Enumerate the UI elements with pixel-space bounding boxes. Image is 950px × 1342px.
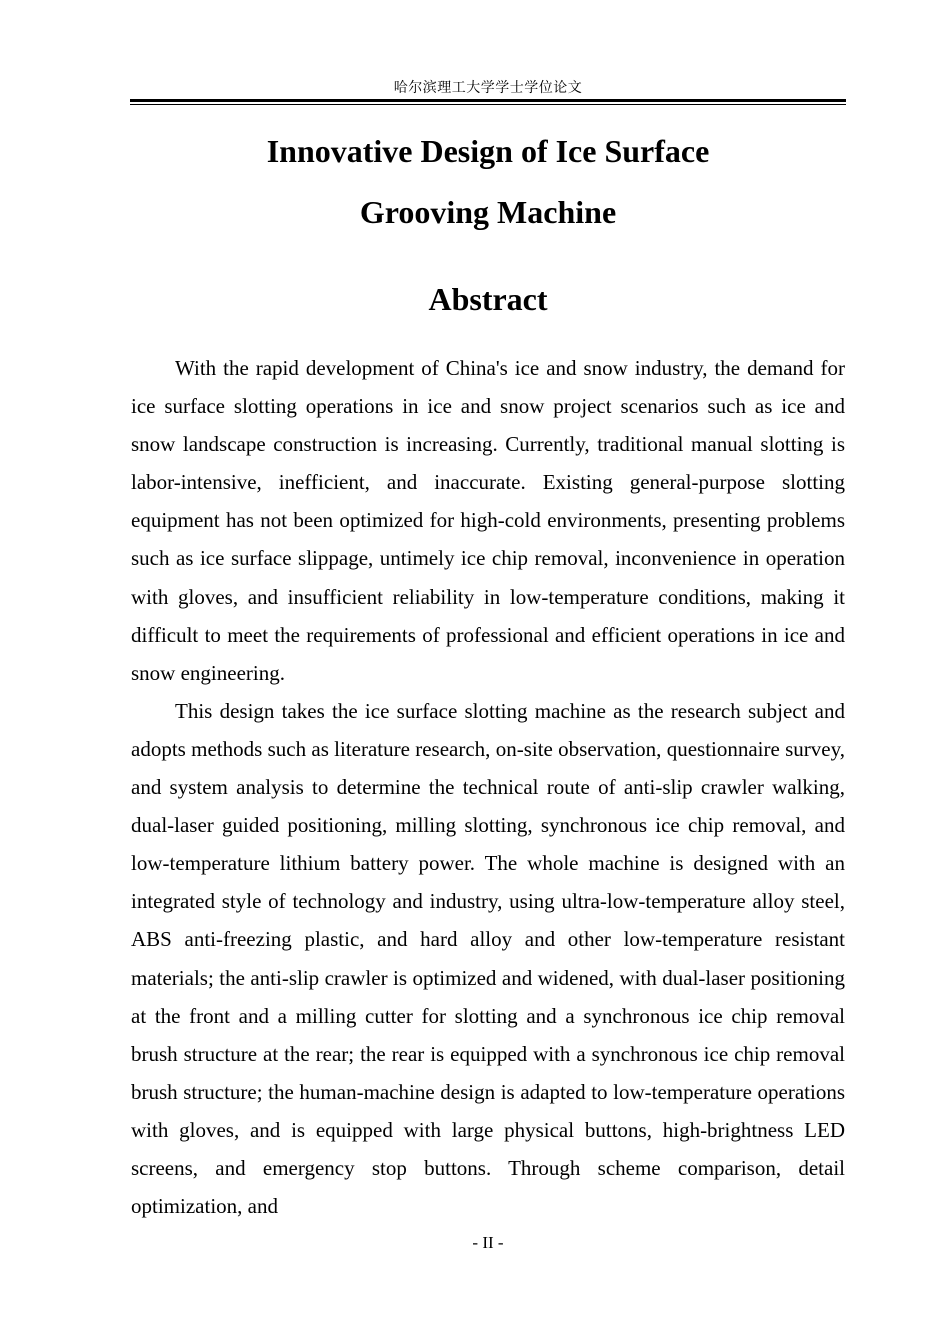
abstract-paragraph-1: With the rapid development of China's ice and snow industry, the demand for ice surface slotting operations in ice and snow project scenarios such as ice and snow landscape construction is increasing. Currently, traditional manual slotting is labor-intensive, inefficient, and inaccurate. Existing general-purpose slotting equipment has not been optimized for high-cold environments, presenting problems such as ice surface slippage, untimely ice chip removal, inconvenience in operation with gloves, and insufficient reliability in low-temperature conditions, making it difficult to meet the requirements of professional and efficient operations in ice and snow engineering. <box>131 356 845 685</box>
title-line-1: Innovative Design of Ice Surface <box>266 133 710 169</box>
abstract-heading: Abstract <box>428 281 548 317</box>
title-line-2: Grooving Machine <box>359 194 617 230</box>
running-header: 哈尔滨理工大学学士学位论文 <box>393 80 583 96</box>
abstract-body <box>131 349 845 1225</box>
header-rule-thin <box>130 104 846 105</box>
abstract-paragraph-2: This design takes the ice surface slotting machine as the research subject and adopts methods such as literature research, on-site observation, questionnaire survey, and system analysis to determine the technical route of anti-slip crawler walking, dual-laser guided positioning, milling slotting, synchronous ice chip removal, and low-temperature lithium battery power. The whole machine is designed with an integrated style of technology and industry, using ultra-low-temperature alloy steel, ABS anti-freezing plastic, and hard alloy and other low-temperature resistant materials; the anti-slip crawler is optimized and widened, with dual-laser positioning at the front and a milling cutter for slotting and a synchronous ice chip removal brush structure at the rear; the rear is equipped with a synchronous ice chip removal brush structure; the human-machine design is adapted to low-temperature operations with gloves, and is equipped with large physical buttons, high-brightness LED screens, and emergency stop buttons. Through scheme comparison, detail optimization, and <box>131 698 845 1219</box>
header-rule-thick <box>130 99 846 102</box>
page-number: - II - <box>472 1233 504 1252</box>
